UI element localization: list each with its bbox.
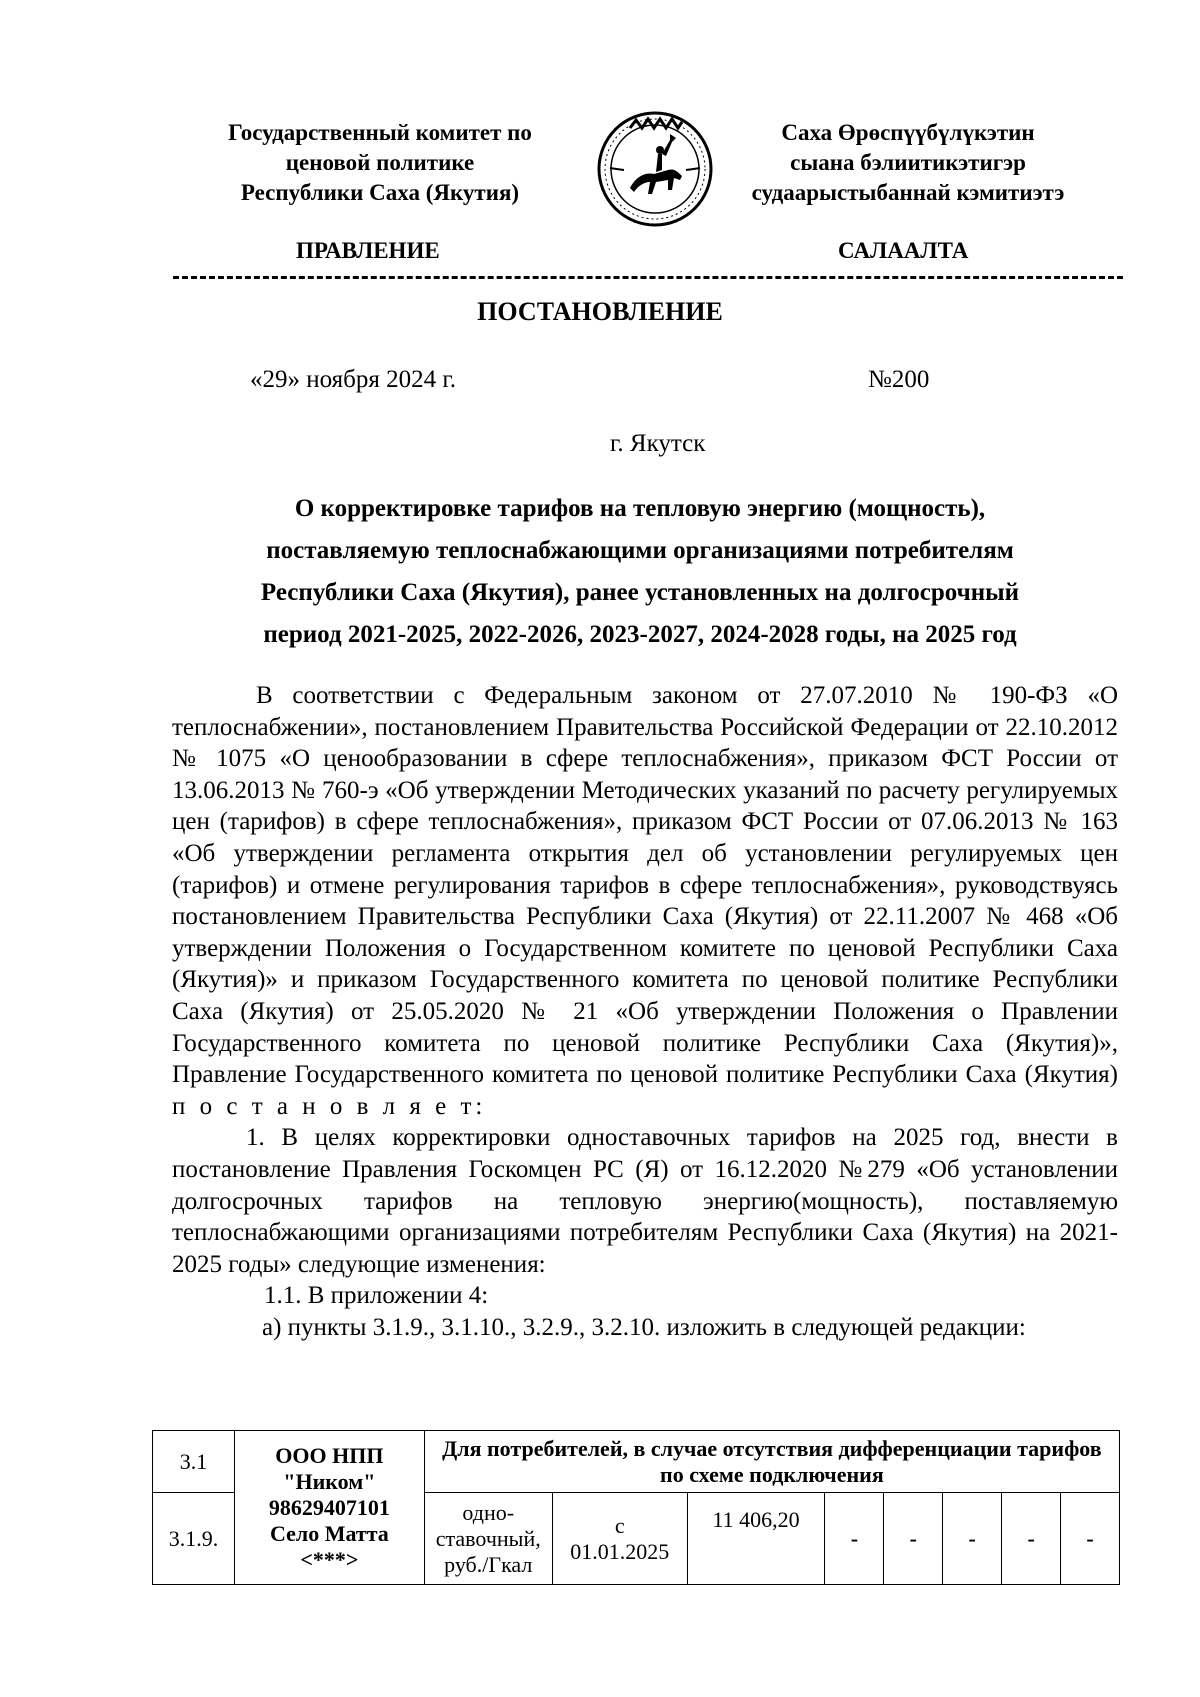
type-line: одно- — [462, 1499, 515, 1525]
paragraph-preamble — [172, 680, 1118, 1122]
org-line: 98629407101 — [268, 1494, 390, 1520]
subject-line: Республики Саха (Якутия), ранее установленных на долгосрочный — [260, 579, 1020, 606]
empty-value-cell: - — [943, 1493, 1002, 1585]
header-left-line: Республики Саха (Якутия) — [240, 180, 520, 205]
document-type: ПОСТАНОВЛЕНИЕ — [477, 297, 723, 326]
org-line: <***> — [300, 1546, 359, 1572]
subject-line: поставляемую теплоснабжающими организациями потребителям — [266, 537, 1014, 564]
section-left: ПРАВЛЕНИЕ — [296, 238, 440, 263]
header-right-line: судаарыстыбаннай кэмитиэтэ — [751, 180, 1065, 205]
header-left-line: ценовой политике — [285, 150, 475, 175]
preamble-text: В соответствии с Федеральным законом от 27.07.2010 № 190-ФЗ «О теплоснабжении», постановлением Правительства Российской Федерации от 22.10.2012 № 1075 «О ценообразовании в сфере теплоснабжения», приказом ФСТ России от 13.06.2013 № 760-э «Об утверждении Методических указаний по расчету регулируемых цен (тарифов) в сфере теплоснабжения», приказом ФСТ России от 07.06.2013 № 163 «Об утверждении регламента открытия дел об установлении регулируемых цен (тарифов) и отмене регулирования тарифов в сфере теплоснабжения», руководствуясь постановлением Правительства Республики Саха (Якутия) от 22.11.2007 № 468 «Об утверждении Положения о Государственном комитете по ценовой Республики Саха (Якутия)» и приказом Государственного комитета по ценовой политике Республики Саха (Якутия) от 25.05.2020 № 21 «Об утверждении Положения о Правлении Государственного комитета по ценовой политике Республики Саха (Якутия)», Правление Государственного комитета по ценовой политике Республики Саха (Якутия) — [172, 682, 1118, 1089]
org-line: "Ником" — [283, 1468, 376, 1494]
header-left-line: Государственный комитет по — [228, 120, 532, 145]
table-row — [153, 1431, 1120, 1493]
section-right: САЛААЛТА — [838, 238, 969, 263]
header-left — [190, 118, 570, 208]
resolves-word: п о с т а н о в л я е т: — [172, 1092, 487, 1120]
period-cell — [552, 1493, 687, 1585]
header-right-line: сыана бэлиитикэтигэр — [790, 150, 1026, 175]
org-line: ООО НПП — [275, 1442, 384, 1468]
type-line: руб./Гкал — [444, 1551, 533, 1577]
paragraph-item-1: 1. В целях корректировки одноставочных тарифов на 2025 год, внести в постановление Правления Госкомцен РС (Я) от 16.12.2020 №279 «Об установлении долгосрочных тарифов на тепловую энергию(мощность), поставляемую теплоснабжающими организациями потребителям Республики Саха (Якутия) на 2021-2025 годы» следующие изменения: — [172, 1124, 1118, 1278]
tariff-table — [152, 1430, 1120, 1585]
document-subject — [160, 488, 1120, 656]
subject-line: период 2021-2025, 2022-2026, 2023-2027, 2024-2028 годы, на 2025 год — [263, 621, 1017, 648]
paragraph-item-a: а) пункты 3.1.9., 3.1.10., 3.2.9., 3.2.10. изложить в следующей редакции: — [262, 1313, 1026, 1341]
document-city: г. Якутск — [610, 430, 706, 457]
row-number: 3.1 — [153, 1431, 235, 1493]
empty-value-cell: - — [1002, 1493, 1061, 1585]
paragraph-item-1-1: 1.1. В приложении 4: — [264, 1282, 489, 1310]
empty-value-cell: - — [884, 1493, 943, 1585]
subject-line: О корректировке тарифов на тепловую энергию (мощность), — [294, 495, 986, 522]
empty-value-cell: - — [825, 1493, 884, 1585]
consumer-group-header: Для потребителей, в случае отсутствия дифференциации тарифов по схеме подключения — [424, 1431, 1119, 1493]
tariff-type-cell — [424, 1493, 552, 1585]
period-line: 01.01.2025 — [570, 1538, 670, 1564]
type-line: ставочный, — [435, 1525, 541, 1551]
seal-emblem-icon — [596, 110, 714, 228]
header-right-line: Саха Өрөспүүбүлүкэтин — [781, 120, 1035, 145]
tariff-value-cell: 11 406,20 — [687, 1493, 825, 1585]
header-right — [718, 118, 1098, 208]
row-number: 3.1.9. — [153, 1493, 235, 1585]
dashed-divider — [173, 276, 1123, 279]
empty-value-cell: - — [1061, 1493, 1120, 1585]
organization-cell — [234, 1431, 424, 1585]
document-body — [172, 680, 1118, 1343]
period-line: с — [614, 1512, 625, 1538]
document-number: №200 — [868, 366, 930, 393]
document-date: «29» ноября 2024 г. — [250, 366, 457, 393]
org-line: Село Матта — [269, 1520, 389, 1546]
